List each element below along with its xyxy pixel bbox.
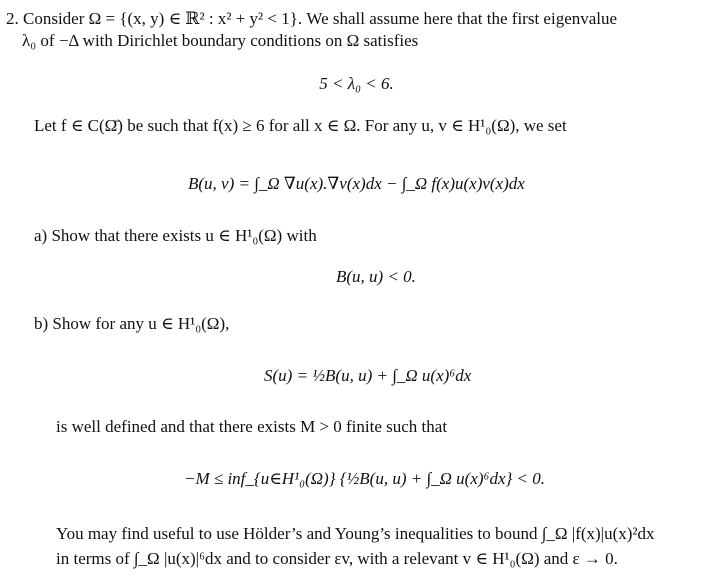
infimum-bound: −M ≤ inf_{u∈H¹₀(Ω)} {½B(u, u) + ∫_Ω u(x)⁶dx} < 0. bbox=[184, 469, 546, 488]
part-a-prompt: a) Show that there exists u ∈ H¹₀(Ω) with bbox=[34, 226, 317, 245]
eigenvalue-bound: 5 < λ₀ < 6. bbox=[319, 74, 394, 93]
part-b-claim: is well defined and that there exists M > 0 finite such that bbox=[56, 417, 448, 436]
intro-line-1: 2. Consider Ω = {(x, y) ∈ ℝ² : x² + y² < 1}. We shall assume here that the first eigenvalue bbox=[6, 9, 618, 28]
hint-line-2: in terms of ∫_Ω |u(x)|⁶dx and to consider εv, with a relevant v ∈ H¹₀(Ω) and ε → 0. bbox=[56, 549, 618, 568]
intro-line-2: λ₀ of −Δ with Dirichlet boundary conditions on Ω satisfies bbox=[22, 31, 419, 50]
functional-S-definition: S(u) = ½B(u, u) + ∫_Ω u(x)⁶dx bbox=[264, 366, 472, 385]
part-a-inequality: B(u, u) < 0. bbox=[336, 267, 416, 286]
f-condition: Let f ∈ C(Ω̄) be such that f(x) ≥ 6 for all x ∈ Ω. For any u, v ∈ H¹₀(Ω), we set bbox=[34, 116, 567, 135]
part-b-prompt: b) Show for any u ∈ H¹₀(Ω), bbox=[34, 314, 230, 333]
hint-line-1: You may find useful to use Hölder’s and Young’s inequalities to bound ∫_Ω |f(x)|u(x)²dx bbox=[56, 524, 655, 543]
bilinear-form-equation: B(u, v) = ∫_Ω ∇u(x).∇v(x)dx − ∫_Ω f(x)u(x)v(x)dx bbox=[188, 174, 525, 193]
